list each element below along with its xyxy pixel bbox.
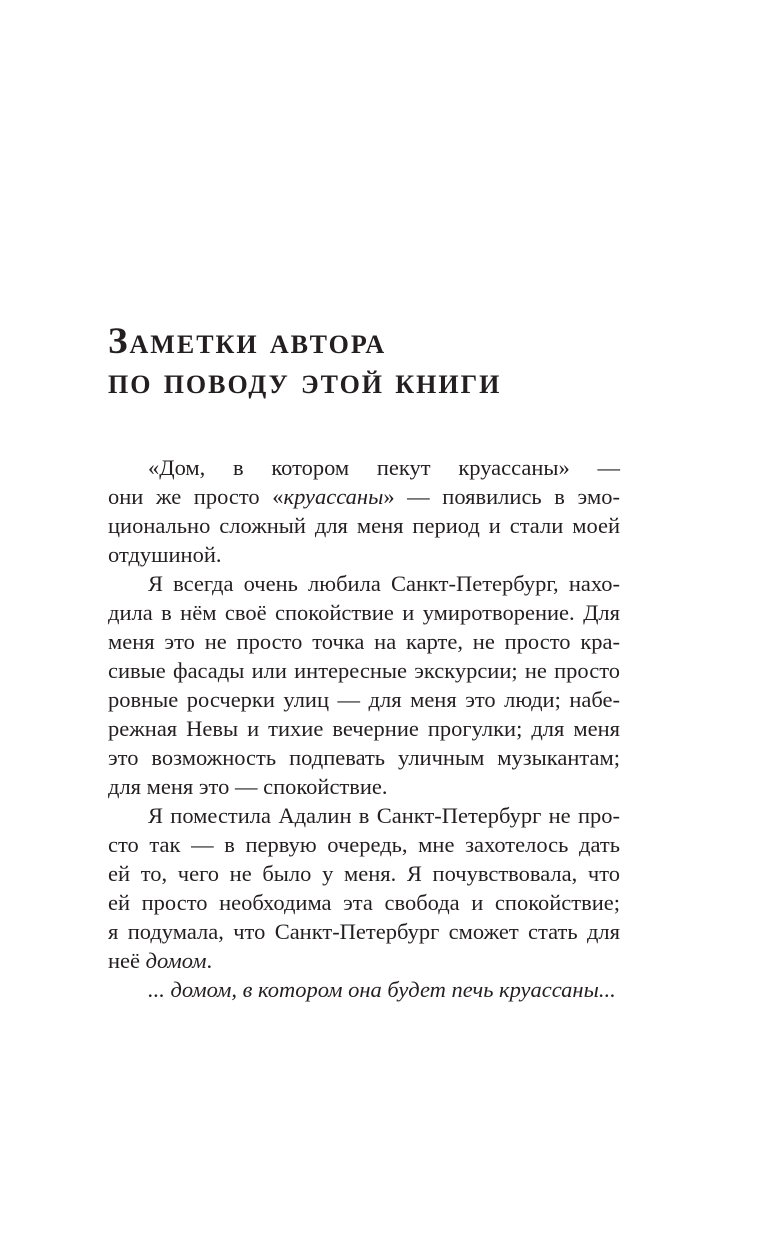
text-segment: ционально сложный для меня период и стали моей — [108, 513, 620, 538]
text-segment: сивые фасады или интересные экскурсии; не просто — [108, 658, 620, 683]
heading-line-2: по поводу этой книги — [108, 361, 502, 402]
text-line — [108, 685, 620, 714]
text-segment: Я поместила Адалин в Санкт-Петербург не про- — [148, 803, 620, 828]
text-segment: ей то, чего не было у меня. Я почувствовала, что — [108, 861, 620, 886]
italic-text: ... домом, в котором она будет печь круассаны... — [148, 977, 616, 1002]
text-segment: они же просто « — [108, 484, 284, 509]
text-line — [108, 801, 620, 830]
text-segment: режная Невы и тихие вечерние прогулки; для меня — [108, 716, 620, 741]
text-line — [108, 743, 620, 772]
text-segment: «Дом, в котором пекут круассаны» — — [148, 455, 620, 480]
text-segment: » — появились в эмо- — [383, 484, 620, 509]
text-line — [108, 511, 620, 540]
heading-line-1: Заметки автора — [108, 321, 387, 362]
paragraph — [108, 453, 620, 569]
text-segment: для меня это — спокойствие. — [108, 774, 388, 799]
italic-text: круассаны — [283, 484, 384, 509]
paragraph — [108, 569, 620, 801]
text-line — [108, 888, 620, 917]
text-line — [108, 772, 620, 801]
text-line — [108, 859, 620, 888]
paragraph — [108, 801, 620, 975]
text-line — [108, 569, 620, 598]
text-segment: неё — [108, 948, 146, 973]
text-line — [108, 482, 620, 511]
chapter-heading — [108, 322, 668, 402]
text-line — [108, 540, 620, 569]
text-line — [108, 830, 620, 859]
paragraph — [108, 975, 620, 1004]
text-line — [108, 598, 620, 627]
text-segment: отдушиной. — [108, 542, 222, 567]
text-line — [108, 453, 620, 482]
text-line — [108, 714, 620, 743]
text-line — [108, 627, 620, 656]
text-segment: ей просто необходима эта свобода и спокойствие; — [108, 890, 620, 915]
text-segment: . — [206, 948, 213, 973]
text-segment: это возможность подпевать уличным музыкантам; — [108, 745, 620, 770]
text-segment: ровные росчерки улиц — для меня это люди; набе- — [108, 687, 620, 712]
text-segment: меня это не просто точка на карте, не просто кра- — [108, 629, 620, 654]
text-line — [108, 946, 620, 975]
italic-text: домом — [145, 948, 207, 973]
text-segment: я подумала, что Санкт-Петербург сможет стать для — [108, 919, 620, 944]
body-text — [108, 453, 620, 1004]
text-line — [108, 656, 620, 685]
text-line — [108, 917, 620, 946]
text-segment: сто так — в первую очередь, мне захотелось дать — [108, 832, 620, 857]
text-segment: Я всегда очень любила Санкт-Петербург, нахо- — [148, 571, 620, 596]
text-line — [108, 975, 620, 1004]
text-segment: дила в нём своё спокойствие и умиротворение. Для — [108, 600, 620, 625]
